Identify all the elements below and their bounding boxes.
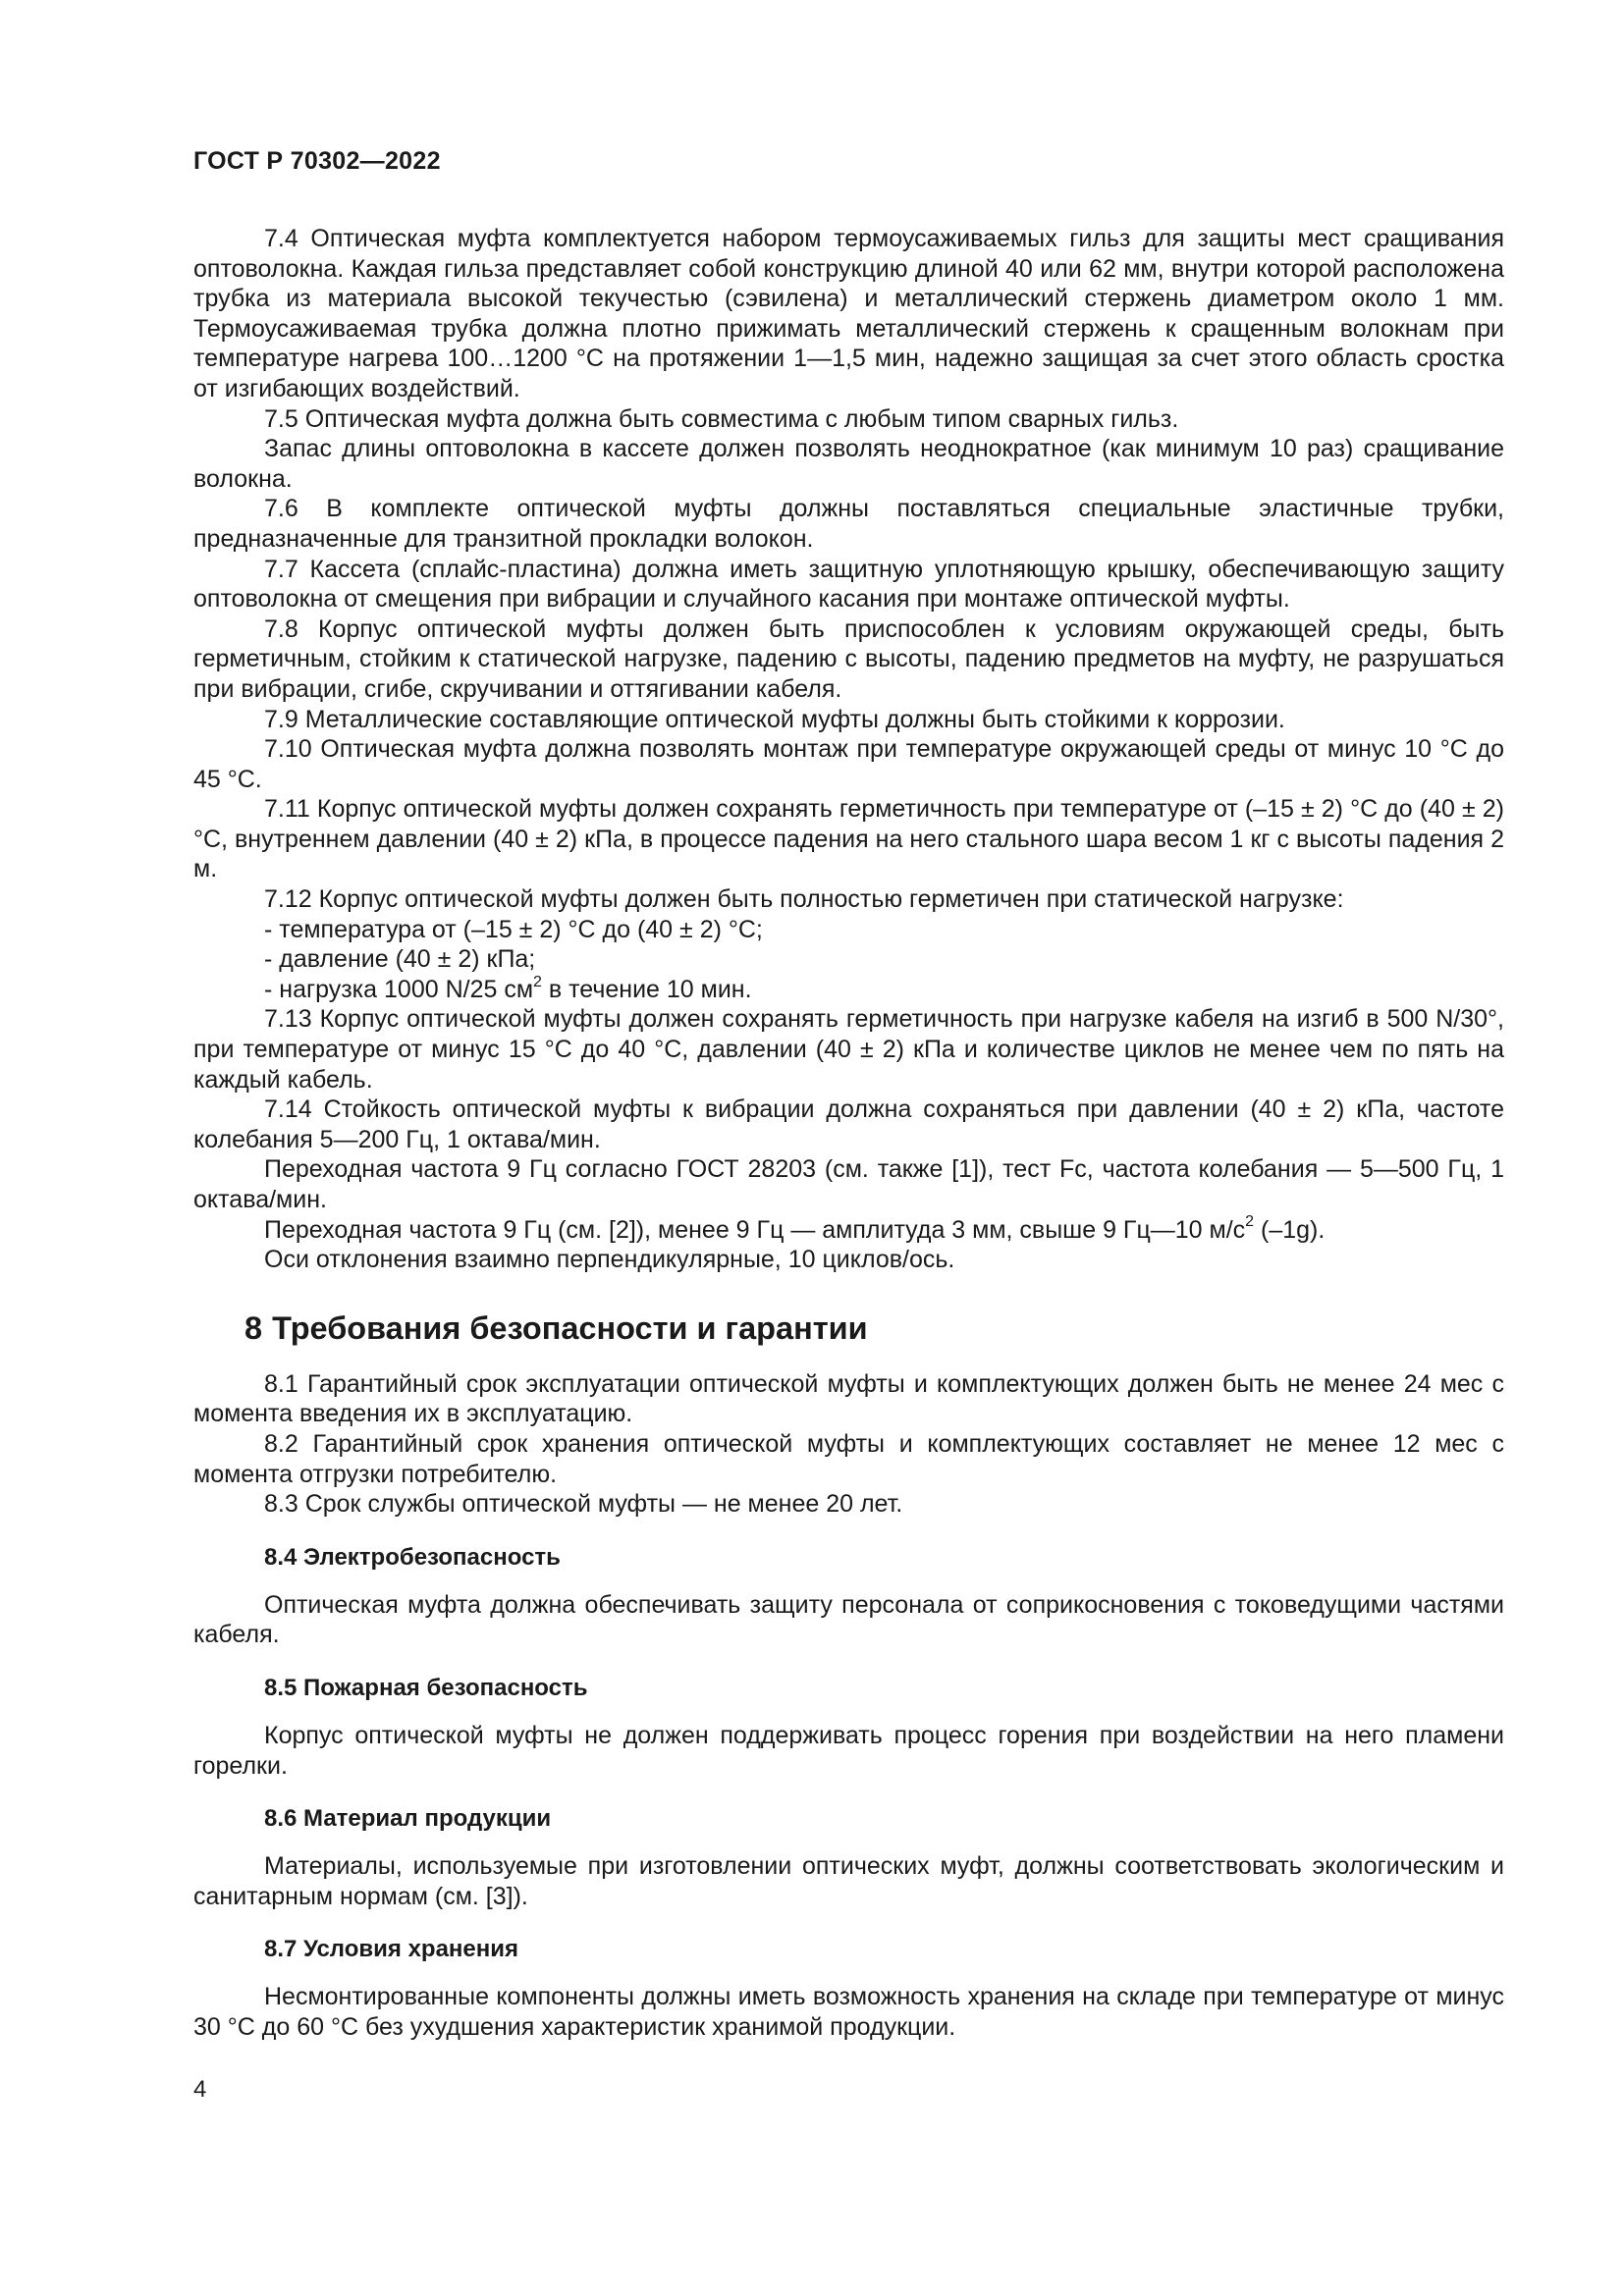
list-item-text-end: в течение 10 мин. [541,975,752,1003]
list-item: - температура от (–15 ± 2) °С до (40 ± 2) °С; [264,915,763,943]
paragraph-7-5-continued: Запас длины оптоволокна в кассете должен позволять неоднократное (как минимум 10 раз) сращивание волокна. [193,435,1504,493]
section-number: 8 [244,1309,263,1346]
section-title: Требования безопасности и гарантии [272,1309,868,1346]
superscript: 2 [533,973,542,990]
paragraph-7-14: 7.14 Стойкость оптической муфты к вибрации должна сохраняться при давлении (40 ± 2) кПа, частоте колебания 5—200 Гц, 1 октава/мин. [193,1095,1504,1153]
superscript: 2 [1245,1213,1255,1231]
paragraph-7-4: 7.4 Оптическая муфта комплектуется набором термоусаживаемых гильз для защиты мест сращивания оптоволокна. Каждая гильза представляет собой конструкцию длиной 40 или 62 мм, внутри которой расположена трубка из материала высокой текучестью (сэвилена) и металлический стержень диаметром около 1 мм. Термоусаживаемая трубка должна плотно прижимать металлический стержень к сращенным волокнам при температуре нагрева 100…1200 °С на протяжении 1—1,5 мин, надежно защищая за счет этого область сростка от изгибающих воздействий. [193,225,1504,402]
paragraph-7-9: 7.9 Металлические составляющие оптической муфты должны быть стойкими к коррозии. [264,705,1285,733]
paragraph-8-2: 8.2 Гарантийный срок хранения оптической муфты и комплектующих составляет не менее 12 мес с момента отгрузки потребителю. [193,1429,1504,1488]
list-item [193,975,1504,1005]
document-header: ГОСТ Р 70302—2022 [193,147,441,175]
paragraph-7-14-axes: Оси отклонения взаимно перпендикулярные, 10 циклов/ось. [264,1246,955,1274]
paragraph-8-7: Несмонтированные компоненты должны иметь возможность хранения на складе при температуре от минус 30 °С до 60 °С без ухудшения характеристик хранимой продукции. [193,1983,1504,2041]
paragraph-8-4: Оптическая муфта должна обеспечивать защиту персонала от соприкосновения с токоведущими частями кабеля. [193,1590,1504,1649]
paragraph-7-11: 7.11 Корпус оптической муфты должен сохранять герметичность при температуре от (–15 ± 2) °С до (40 ± 2) °С, внутреннем давлении (40 ± 2) кПа, в процессе падения на него стального шара весом 1 кг с высоты падения 2 м. [193,795,1504,883]
paragraph-text: Переходная частота 9 Гц (см. [2]), менее 9 Гц — амплитуда 3 мм, свыше 9 Гц—10 м/с [264,1215,1246,1244]
paragraph-7-14-amplitude [193,1215,1504,1246]
paragraph-7-5: 7.5 Оптическая муфта должна быть совместима с любым типом сварных гильз. [264,404,1179,433]
subsection-8-7-heading: 8.7 Условия хранения [264,1936,519,1963]
paragraph-7-13: 7.13 Корпус оптической муфты должен сохранять герметичность при нагрузке кабеля на изгиб в 500 N/30°, при температуре от минус 15 °С до 40 °С, давлении (40 ± 2) кПа и количестве циклов не менее чем по пять на каждый кабель. [193,1005,1504,1094]
list-item-text: - нагрузка 1000 N/25 см [264,975,534,1003]
paragraph-8-6: Материалы, используемые при изготовлении оптических муфт, должны соответствовать экологическим и санитарным нормам (см. [3]). [193,1852,1504,1910]
section-8-heading [193,1308,1504,1348]
subsection-8-5-heading: 8.5 Пожарная безопасность [264,1674,588,1701]
list-item: - давление (40 ± 2) кПа; [264,945,536,974]
page-number: 4 [193,2076,207,2103]
document-body [193,224,1504,2043]
paragraph-7-10: 7.10 Оптическая муфта должна позволять монтаж при температуре окружающей среды от минус 10 °С до 45 °С. [193,735,1504,793]
paragraph-7-8: 7.8 Корпус оптической муфты должен быть приспособлен к условиям окружающей среды, быть герметичным, стойким к статической нагрузке, падению с высоты, падению предметов на муфту, не разрушаться при вибрации, сгибе, скручивании и оттягивании кабеля. [193,614,1504,703]
paragraph-7-12: 7.12 Корпус оптической муфты должен быть полностью герметичен при статической нагрузке: [264,885,1344,914]
subsection-8-6-heading: 8.6 Материал продукции [264,1805,552,1833]
paragraph-7-14-transition: Переходная частота 9 Гц согласно ГОСТ 28203 (см. также [1]), тест Fc, частота колебания — 5—500 Гц, 1 октава/мин. [193,1155,1504,1213]
paragraph-8-3: 8.3 Срок службы оптической муфты — не менее 20 лет. [264,1490,903,1519]
paragraph-7-6: 7.6 В комплекте оптической муфты должны поставляться специальные эластичные трубки, предназначенные для транзитной прокладки волокон. [193,495,1504,553]
paragraph-text-end: (–1g). [1254,1215,1326,1244]
paragraph-8-5: Корпус оптической муфты не должен поддерживать процесс горения при воздействии на него пламени горелки. [193,1721,1504,1780]
subsection-8-4-heading: 8.4 Электробезопасность [264,1543,561,1571]
paragraph-7-7: 7.7 Кассета (сплайс-пластина) должна иметь защитную уплотняющую крышку, обеспечивающую защиту оптоволокна от смещения при вибрации и случайного касания при монтаже оптической муфты. [193,555,1504,614]
paragraph-8-1: 8.1 Гарантийный срок эксплуатации оптической муфты и комплектующих должен быть не менее 24 мес с момента введения их в эксплуатацию. [193,1369,1504,1428]
